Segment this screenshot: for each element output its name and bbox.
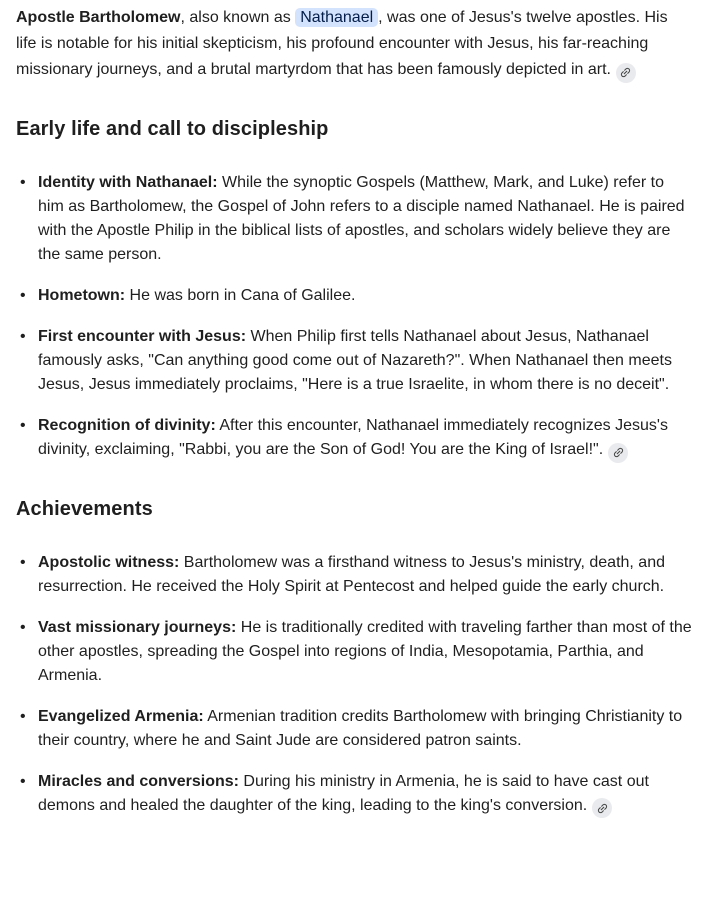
bullet-label: Miracles and conversions:: [38, 772, 239, 790]
section-heading-early-life: Early life and call to discipleship: [16, 118, 329, 140]
bullet-text: He was born in Cana of Galilee.: [125, 287, 356, 304]
bullet-text: Armenian tradition credits Bartholomew with bringing Christianity to their country, where he and Saint Jude are considered patron saints.: [38, 707, 683, 749]
list-item: [16, 770, 692, 819]
achievements-list: [16, 551, 692, 819]
bullet-text: During his ministry in Armenia, he is said to have cast out demons and healed the daughter of the king, leading to the king's conversion.: [38, 772, 649, 814]
entity-link-nathanael[interactable]: Nathanael: [295, 8, 378, 27]
citation-link-button[interactable]: [608, 443, 628, 463]
bullet-label: Identity with Nathanael:: [38, 174, 218, 191]
bullet-text: Bartholomew was a firsthand witness to Jesus's ministry, death, and resurrection. He received the Holy Spirit at Pentecost and helped guide the early church.: [38, 553, 665, 595]
bullet-text: While the synoptic Gospels (Matthew, Mark, and Luke) refer to him as Bartholomew, the Gospel of John refers to a disciple named Nathanael. He is paired with the Apostle Philip in the biblical lists of apostles, and scholars widely believe they are the same person.: [38, 174, 685, 263]
bullet-text: When Philip first tells Nathanael about Jesus, Nathanael famously asks, "Can anything good come out of Nazareth?". When Nathanael then meets Jesus, Jesus immediately proclaims, "Here is a true Israelite, in whom there is no deceit".: [38, 328, 672, 393]
bullet-label: First encounter with Jesus:: [38, 328, 247, 345]
list-item: [16, 284, 692, 308]
early-life-list: [16, 171, 692, 463]
bullet-label: Apostolic witness:: [38, 553, 180, 571]
bullet-label: Vast missionary journeys:: [38, 618, 237, 636]
intro-bold-lead: Apostle Bartholomew: [16, 9, 181, 26]
intro-text: , also known as: [180, 9, 296, 26]
bullet-text: He is traditionally credited with traveling farther than most of the other apostles, spreading the Gospel into regions of India, Mesopotamia, Parthia, and Armenia.: [38, 618, 692, 684]
list-item: [16, 171, 692, 267]
bullet-text: After this encounter, Nathanael immediately recognizes Jesus's divinity, exclaiming, "Rabbi, you are the Son of God! You are the King of Israel!".: [38, 417, 668, 458]
section-heading-achievements: Achievements: [16, 497, 153, 520]
bullet-label: Recognition of divinity:: [38, 417, 216, 434]
intro-text: , was one of Jesus's twelve apostles. His life is notable for his initial skepticism, his profound encounter with Jesus, his far-reaching missionary journeys, and a brutal martyrdom that has been famously depicted in art.: [16, 9, 668, 78]
bullet-label: Hometown:: [38, 287, 126, 304]
citation-link-button[interactable]: [592, 798, 612, 818]
list-item: [16, 616, 692, 688]
link-icon: [596, 802, 609, 815]
link-icon: [619, 66, 632, 79]
intro-paragraph: [16, 5, 692, 83]
bullet-label: Evangelized Armenia:: [38, 707, 204, 725]
list-item: [16, 705, 692, 753]
list-item: [16, 325, 692, 397]
list-item: [16, 551, 692, 599]
citation-link-button[interactable]: [616, 63, 636, 83]
list-item: [16, 414, 692, 463]
link-icon: [612, 446, 625, 459]
